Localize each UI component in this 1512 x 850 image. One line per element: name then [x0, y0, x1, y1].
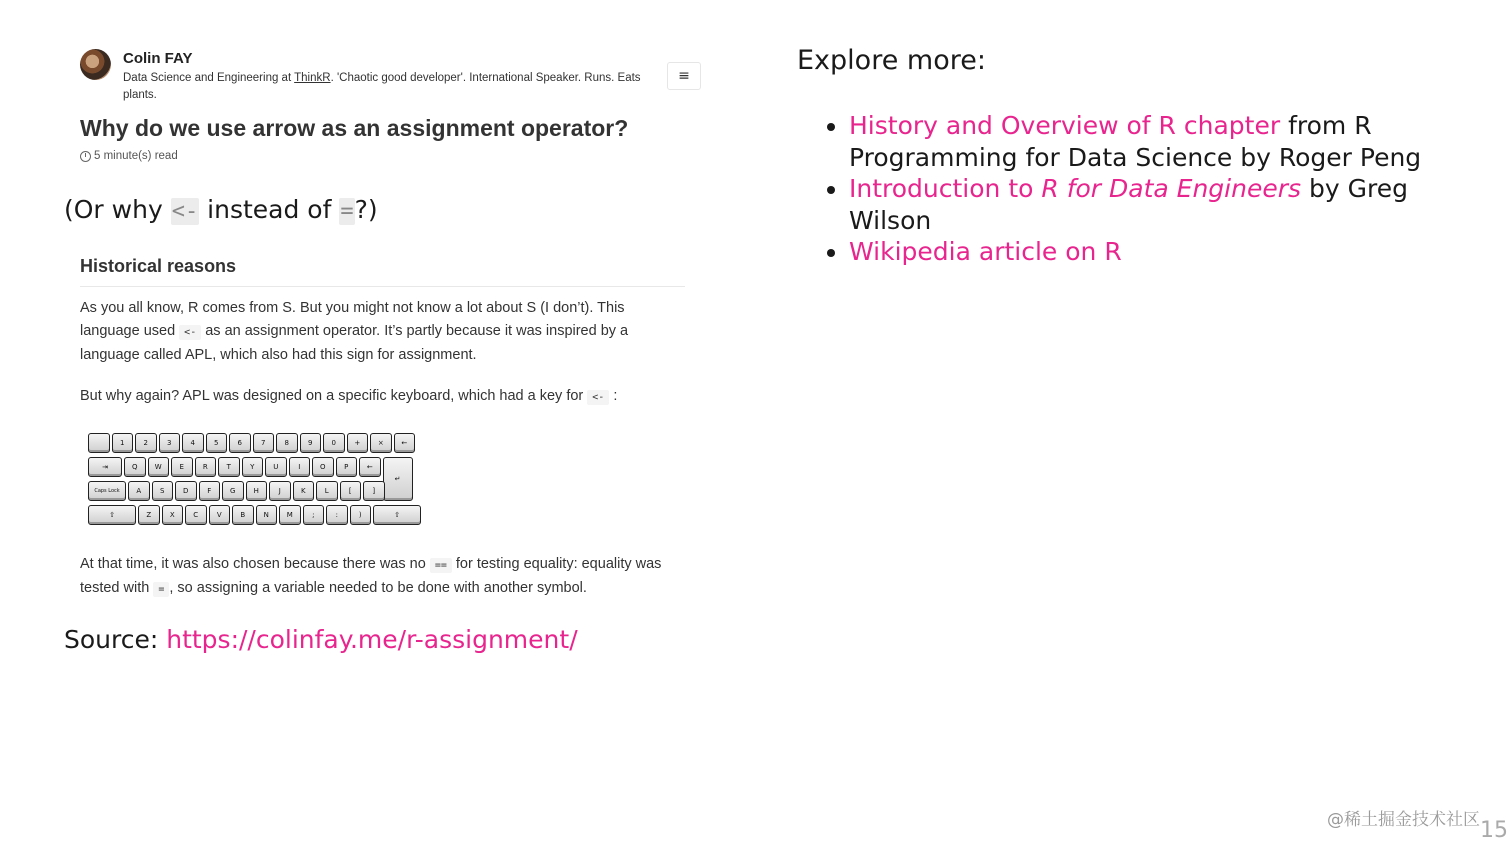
keyboard-key: I [289, 457, 311, 477]
keyboard-key: ; [303, 505, 325, 525]
r-for-data-engineers-link[interactable] [849, 174, 1301, 203]
keyboard-key: ← [394, 433, 416, 453]
keyboard-key: Y [242, 457, 264, 477]
keyboard-key: E [171, 457, 193, 477]
keyboard-key: 7 [253, 433, 275, 453]
keyboard-row-4 [88, 505, 421, 525]
para1-after: as an assignment operator. It’s partly because it was inspired by a language called APL, which also had this sign for assignment. [80, 323, 629, 363]
page-number: 15 [1480, 818, 1508, 843]
keyboard-key: ⇧ [373, 505, 421, 525]
keyboard-key: 0 [323, 433, 345, 453]
wikipedia-r-link[interactable]: Wikipedia article on R [849, 237, 1122, 266]
keyboard-key [88, 433, 110, 453]
keyboard-key: : [326, 505, 348, 525]
para3-code1: == [430, 558, 452, 573]
para3-before: At that time, it was also chosen because there was no [80, 556, 430, 572]
keyboard-key: U [265, 457, 287, 477]
keyboard-key: R [195, 457, 217, 477]
keyboard-key: D [175, 481, 197, 501]
link-2-italic: R for Data Engineers [1041, 174, 1302, 203]
keyboard-key: X [162, 505, 184, 525]
keyboard-key: 1 [112, 433, 134, 453]
keyboard-key: S [152, 481, 174, 501]
keyboard-key: T [218, 457, 240, 477]
explore-links-list [820, 110, 1489, 268]
subtitle-or-why [64, 195, 378, 224]
keyboard-key: A [128, 481, 150, 501]
keyboard-key: ↵ [383, 457, 413, 501]
keyboard-key: ] [363, 481, 385, 501]
paragraph-3 [80, 553, 680, 601]
keyboard-key: 8 [276, 433, 298, 453]
source-link[interactable]: https://colinfay.me/r-assignment/ [166, 625, 578, 654]
keyboard-key: Q [124, 457, 146, 477]
list-item [849, 236, 1489, 268]
link-2-pre: Introduction to [849, 174, 1042, 203]
keyboard-key: N [256, 505, 278, 525]
link-2-rest: by Greg Wilson [849, 174, 1408, 235]
hamburger-menu-icon: ≡ [667, 62, 701, 90]
para3-code2: = [153, 582, 169, 597]
section-heading: Historical reasons [80, 256, 237, 276]
keyboard-key: ) [350, 505, 372, 525]
keyboard-key: 3 [159, 433, 181, 453]
list-item [849, 110, 1489, 173]
read-time [80, 150, 178, 162]
keyboard-key: H [246, 481, 268, 501]
list-item [849, 173, 1489, 236]
paragraph-1 [80, 297, 680, 367]
blog-screenshot [0, 0, 720, 620]
or-why-after: ?) [354, 195, 378, 224]
keyboard-key: J [269, 481, 291, 501]
keyboard-key: M [279, 505, 301, 525]
keyboard-key: 6 [229, 433, 251, 453]
para1-code: <- [179, 325, 201, 340]
keyboard-key: C [185, 505, 207, 525]
author-bio-link: ThinkR [294, 72, 331, 84]
keyboard-key: W [148, 457, 170, 477]
or-why-code2: = [340, 199, 354, 224]
keyboard-key: L [316, 481, 338, 501]
post-title: Why do we use arrow as an assignment operator? [80, 115, 629, 141]
keyboard-key: 4 [182, 433, 204, 453]
keyboard-key: × [370, 433, 392, 453]
keyboard-key: 2 [135, 433, 157, 453]
link-1-rest: from R Programming for Data Science by Roger Peng [849, 111, 1422, 172]
keyboard-key: 5 [206, 433, 228, 453]
para2-after: : [609, 388, 618, 404]
paragraph-2 [80, 385, 680, 409]
keyboard-key: F [199, 481, 221, 501]
keyboard-row-1 [88, 433, 415, 453]
para3-after: , so assigning a variable needed to be done with another symbol. [169, 580, 587, 596]
keyboard-key: O [312, 457, 334, 477]
para3-middle: for testing equality: equality was tested with [80, 556, 662, 596]
explore-heading: Explore more: [797, 45, 986, 76]
author-avatar [80, 49, 111, 80]
source-line [64, 625, 578, 654]
keyboard-key: 9 [300, 433, 322, 453]
or-why-code1: <- [171, 199, 199, 224]
source-label: Source: [64, 625, 167, 654]
author-bio-suffix: . 'Chaotic good developer'. International Speaker. Runs. Eats plants. [123, 72, 641, 101]
watermark: @稀土掘金技术社区 [1327, 810, 1480, 830]
author-bio [123, 70, 648, 104]
or-why-middle: instead of [199, 195, 340, 224]
keyboard-key: ⇧ [88, 505, 136, 525]
keyboard-key: Z [138, 505, 160, 525]
keyboard-key: ⇥ [88, 457, 122, 477]
keyboard-key: + [347, 433, 369, 453]
keyboard-key: V [209, 505, 231, 525]
keyboard-key: [ [340, 481, 362, 501]
keyboard-row-3 [88, 481, 385, 501]
para1-before: As you all know, R comes from S. But you might not know a lot about S (I don’t). This language used [80, 300, 625, 339]
keyboard-key: ← [359, 457, 381, 477]
para2-code: <- [587, 390, 609, 405]
read-time-label: 5 minute(s) read [94, 150, 178, 162]
keyboard-key: P [336, 457, 358, 477]
keyboard-key: G [222, 481, 244, 501]
apl-keyboard-image [88, 433, 418, 528]
para2-before: But why again? APL was designed on a specific keyboard, which had a key for [80, 388, 588, 404]
keyboard-key: Caps Lock [88, 481, 126, 501]
or-why-before: (Or why [64, 195, 171, 224]
author-bio-prefix: Data Science and Engineering at [123, 72, 295, 84]
keyboard-key: K [293, 481, 315, 501]
history-overview-link[interactable]: History and Overview of R chapter [849, 111, 1281, 140]
keyboard-key: B [232, 505, 254, 525]
author-name: Colin FAY [123, 50, 193, 67]
clock-icon [80, 151, 91, 162]
section-divider [80, 286, 685, 287]
